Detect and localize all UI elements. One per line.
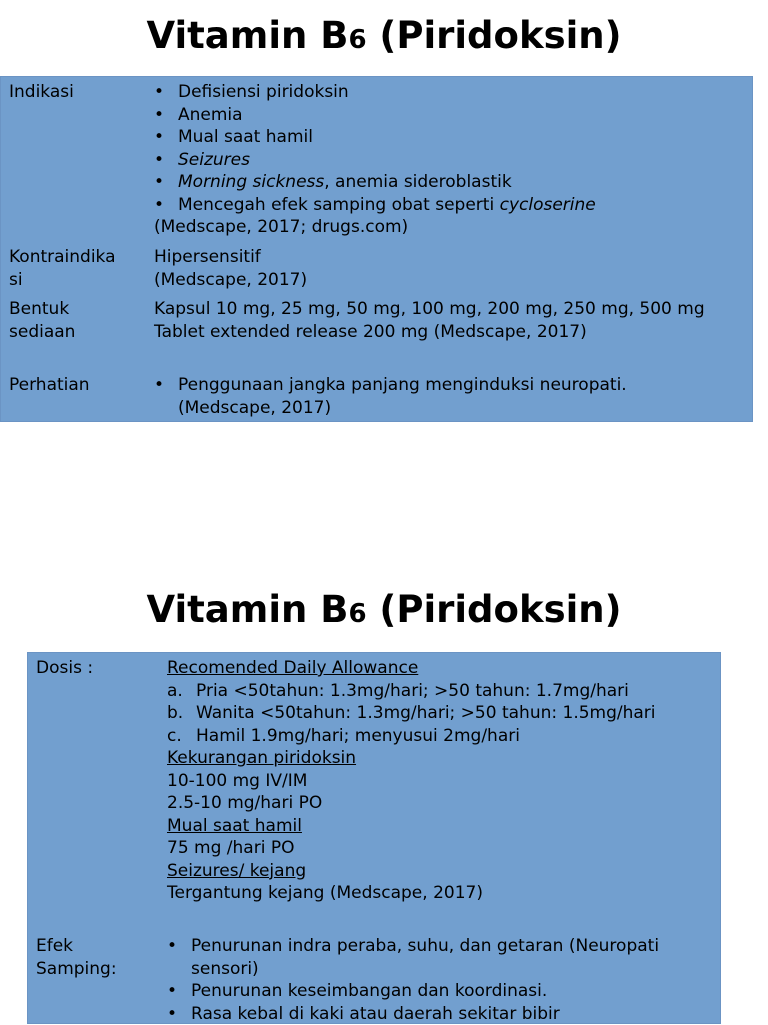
value-line: 75 mg /hari PO bbox=[167, 837, 714, 860]
label-efek-samping bbox=[36, 935, 117, 980]
value-bentuk-sediaan bbox=[154, 298, 746, 343]
slide2-title bbox=[0, 588, 768, 636]
list-item: • Penurunan keseimbangan dan koordinasi. bbox=[167, 980, 714, 1003]
italic-term: Morning sickness bbox=[178, 172, 324, 192]
list-item: • Mual saat hamil bbox=[154, 126, 746, 149]
label-line: Kontraindika bbox=[9, 246, 116, 269]
value-line: Hipersensitif bbox=[154, 246, 746, 269]
label-bentuk-sediaan bbox=[9, 298, 75, 343]
label-dosis: Dosis : bbox=[36, 657, 93, 680]
value-line: Kapsul 10 mg, 25 mg, 50 mg, 100 mg, 200 mg, 250 mg, 500 mg bbox=[154, 298, 746, 321]
value-kontraindikasi bbox=[154, 246, 746, 291]
value-line: Tablet extended release 200 mg (Medscape, 2017) bbox=[154, 321, 746, 344]
label-line: Bentuk bbox=[9, 298, 75, 321]
label-kontraindikasi bbox=[9, 246, 116, 291]
label-line: Efek bbox=[36, 935, 117, 958]
item-number: c. bbox=[167, 725, 182, 748]
value-line: Tergantung kejang (Medscape, 2017) bbox=[167, 882, 714, 905]
reference-text: (Medscape, 2017) bbox=[154, 397, 746, 420]
value-line: 10-100 mg IV/IM bbox=[167, 770, 714, 793]
title-subscript: 6 bbox=[348, 25, 366, 55]
section-heading: Recomended Daily Allowance bbox=[167, 657, 714, 680]
label-line: Samping: bbox=[36, 958, 117, 981]
list-item bbox=[154, 171, 746, 194]
section-heading: Seizures/ kejang bbox=[167, 860, 714, 883]
title-rest: (Piridoksin) bbox=[367, 588, 622, 631]
label-indikasi: Indikasi bbox=[9, 81, 74, 104]
slide1-title bbox=[0, 14, 768, 62]
list-item: • Rasa kebal di kaki atau daerah sekitar bibir bbox=[167, 1003, 714, 1025]
list-item bbox=[167, 725, 714, 748]
item-number: b. bbox=[167, 702, 183, 725]
italic-term: cycloserine bbox=[500, 195, 596, 215]
list-item: • Penggunaan jangka panjang menginduksi neuropati. bbox=[154, 374, 746, 397]
slide1-info-table bbox=[0, 76, 753, 422]
title-rest: (Piridoksin) bbox=[367, 14, 622, 57]
label-perhatian: Perhatian bbox=[9, 374, 90, 397]
reference-text: (Medscape, 2017) bbox=[154, 269, 746, 292]
item-text: Pria <50tahun: 1.3mg/hari; >50 tahun: 1.7mg/hari bbox=[196, 681, 629, 701]
item-number: a. bbox=[167, 680, 183, 703]
value-perhatian bbox=[154, 374, 746, 419]
item-text: Wanita <50tahun: 1.3mg/hari; >50 tahun: 1.5mg/hari bbox=[196, 703, 656, 723]
list-item bbox=[167, 702, 714, 725]
list-item bbox=[154, 194, 746, 217]
value-efek-samping bbox=[167, 935, 714, 1025]
title-text: Vitamin B bbox=[146, 14, 348, 57]
reference-text: (Medscape, 2017; drugs.com) bbox=[154, 216, 746, 239]
section-heading: Mual saat hamil bbox=[167, 815, 714, 838]
list-item: • Defisiensi piridoksin bbox=[154, 81, 746, 104]
list-item: • Anemia bbox=[154, 104, 746, 127]
title-text: Vitamin B bbox=[146, 588, 348, 631]
value-line: 2.5-10 mg/hari PO bbox=[167, 792, 714, 815]
label-line: si bbox=[9, 269, 116, 292]
list-item: • Seizures bbox=[154, 149, 746, 172]
list-item bbox=[167, 680, 714, 703]
slide2-info-table bbox=[27, 652, 721, 1024]
list-item: • Penurunan indra peraba, suhu, dan getaran (Neuropati sensori) bbox=[167, 935, 714, 980]
value-indikasi bbox=[154, 81, 746, 239]
title-subscript: 6 bbox=[348, 599, 366, 629]
item-text: Mencegah efek samping obat seperti bbox=[178, 195, 500, 215]
section-heading: Kekurangan piridoksin bbox=[167, 747, 714, 770]
item-text: Hamil 1.9mg/hari; menyusui 2mg/hari bbox=[196, 726, 520, 746]
value-dosis bbox=[167, 657, 714, 905]
label-line: sediaan bbox=[9, 321, 75, 344]
item-tail: , anemia sideroblastik bbox=[324, 172, 511, 192]
